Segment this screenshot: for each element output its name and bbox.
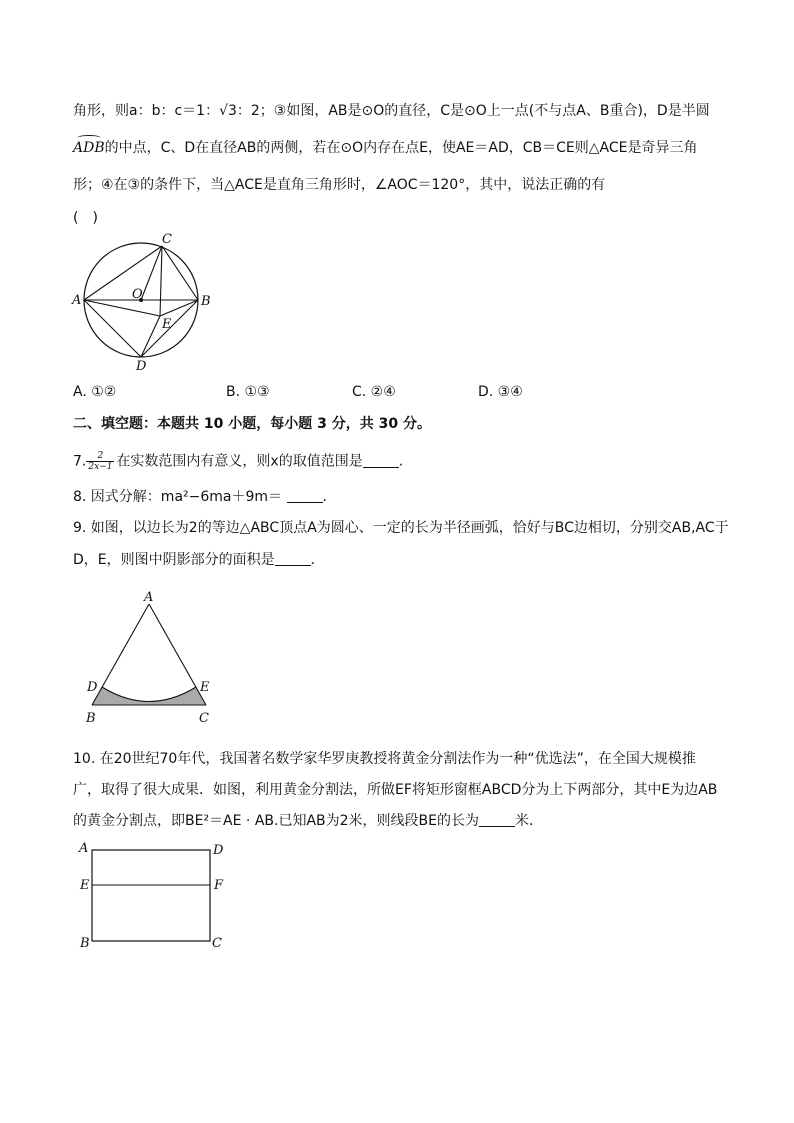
q10-rectangle-figure (76, 838, 236, 953)
label-d: D (213, 843, 224, 858)
label-c: C (199, 711, 209, 726)
q7-line (73, 451, 403, 472)
rectangle-abcd (92, 850, 210, 941)
segment-ce (160, 246, 162, 316)
q6-line-2 (73, 138, 697, 158)
segment-eb (160, 300, 198, 316)
segment-ed (141, 316, 160, 357)
q7-frac-denominator: 2x−1 (88, 462, 113, 472)
q9-line-2 (73, 550, 315, 570)
q8-answer-blank[interactable] (287, 488, 323, 503)
option-c[interactable]: C. ②④ (352, 384, 396, 400)
side-ac (149, 604, 206, 705)
q9-answer-blank[interactable] (275, 551, 311, 566)
label-c: C (212, 936, 222, 951)
option-b[interactable]: B. ①③ (226, 384, 270, 400)
segment-ad (84, 300, 141, 357)
q7-answer-blank[interactable] (363, 453, 399, 468)
q9-end: . (310, 552, 316, 568)
q6-line-1: 角形，则a：b：c＝1：√3：2；③如图，AB是⊙O的直径，C是⊙O上一点(不与点A、B重合)，D是半圆 (73, 103, 710, 119)
q10-answer-blank[interactable] (479, 812, 515, 827)
label-e: E (162, 317, 172, 332)
label-b: B (86, 711, 96, 726)
label-d: D (87, 680, 98, 695)
shaded-region (92, 687, 206, 705)
section-2-header: 二、填空题：本题共 10 小题，每小题 3 分，共 30 分。 (73, 416, 431, 432)
q8-text: 8. 因式分解：ma²−6ma＋9m＝ (73, 489, 283, 505)
q7-fraction (86, 451, 114, 472)
arc-adb-label: ADB (73, 140, 105, 156)
q10-line-3-text: 的黄金分割点，即BE²＝AE · AB.已知AB为2米，则线段BE的长为 (73, 813, 480, 829)
q6-line-3: 形；④在③的条件下，当△ACE是直角三角形时，∠AOC＝120°，其中，说法正确的有 (73, 177, 606, 193)
q6-paren: ( ) (73, 210, 98, 226)
segment-cb (162, 246, 198, 300)
q9-line-2-text: D，E，则图中阴影部分的面积是 (73, 552, 275, 568)
label-d: D (136, 359, 147, 374)
q8-line (73, 487, 327, 507)
option-d[interactable]: D. ③④ (478, 384, 523, 400)
segment-co (141, 246, 162, 300)
q10-line-1: 10. 在20世纪70年代，我国著名数学家华罗庚教授将黄金分割法作为一种“优选法”，在全国大规模推 (73, 751, 696, 767)
label-o: O (132, 287, 143, 302)
label-c: C (162, 232, 172, 247)
label-b: B (201, 294, 211, 309)
label-a: A (79, 841, 89, 856)
q10-line-2: 广，取得了很大成果．如图，利用黄金分割法，所做EF将矩形窗框ABCD分为上下两部分，其中E为边AB (73, 782, 718, 798)
label-f: F (214, 878, 224, 893)
q8-end: . (322, 489, 327, 505)
q7-text: 在实数范围内有意义，则x的取值范围是 (116, 453, 363, 470)
label-a: A (72, 293, 82, 308)
q10-end: 米． (515, 813, 544, 829)
label-e: E (80, 878, 90, 893)
q9-line-1: 9. 如图，以边长为2的等边△ABC顶点A为圆心、一定的长为半径画弧，恰好与BC边相切，分别交AB,AC于 (73, 520, 729, 536)
q6-line-2-text: 的中点，C、D在直径AB的两侧，若在⊙O内存在点E，使AE＝AD，CB＝CE则△ACE是奇异三角 (104, 140, 698, 156)
q9-triangle-figure (82, 586, 222, 731)
q7-number: 7. (73, 453, 87, 470)
option-a[interactable]: A. ①② (73, 384, 117, 400)
label-e: E (200, 680, 210, 695)
q10-line-3 (73, 811, 543, 831)
q6-circle-figure (70, 232, 230, 372)
q7-end: . (398, 453, 404, 470)
segment-ac (84, 246, 162, 300)
side-ab (92, 604, 149, 705)
segment-ae (84, 300, 160, 316)
label-a: A (144, 590, 154, 605)
q7-frac-numerator: 2 (86, 451, 114, 462)
label-b: B (80, 936, 90, 951)
